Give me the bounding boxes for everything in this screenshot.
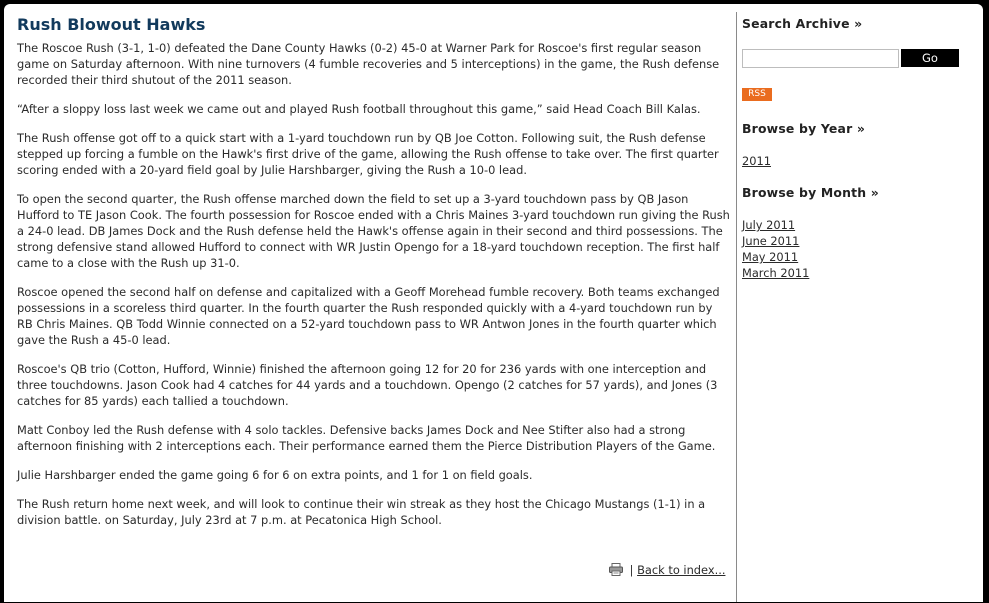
article-paragraph: “After a sloppy loss last week we came out and played Rush football throughout this game,” said Head Coach Bill Kalas.	[17, 102, 701, 116]
browse-by-year-heading: Browse by Year »	[742, 121, 866, 136]
page-frame	[4, 4, 983, 602]
article-paragraph: Matt Conboy led the Rush defense with 4 solo tackles. Defensive backs James Dock and Nee Stifter also had a strong afternoon finishing with 2 interceptions each. Their performance earned them the Pierce Distribution Players of the Game.	[17, 423, 716, 453]
printer-icon[interactable]	[609, 563, 623, 579]
article-paragraph: Roscoe's QB trio (Cotton, Hufford, Winnie) finished the afternoon going 12 for 20 for 236 yards with one interception and three touchdowns. Jason Cook had 4 catches for 44 yards and a touchdown. Opengo (2 catches for 57 yards), and Jones (3 catches for 85 yards) each tallied a touchdown.	[17, 362, 718, 408]
link-separator: |	[629, 563, 634, 577]
month-link-june-2011[interactable]: June 2011	[742, 234, 800, 248]
back-to-index-link[interactable]: Back to index...	[637, 563, 726, 577]
column-divider	[736, 12, 737, 602]
article-paragraph: The Rush offense got off to a quick start with a 1-yard touchdown run by QB Joe Cotton. Following suit, the Rush defense stepped up forcing a fumble on the Hawk's first drive of the game, allowing the Rush offense to take over. The first quarter scoring ended with a 20-yard field goal by Julie Harshbarger, giving the Rush a 10-0 lead.	[17, 131, 719, 177]
month-link-july-2011[interactable]: July 2011	[742, 218, 796, 232]
article-paragraph: Julie Harshbarger ended the game going 6 for 6 on extra points, and 1 for 1 on field goals.	[17, 468, 533, 482]
article-paragraph: To open the second quarter, the Rush offense marched down the field to set up a 3-yard touchdown pass by QB Jason Hufford to TE Jason Cook. The fourth possession for Roscoe ended with a Chris Maines 3-yard touchdown run giving the Rush a 24-0 lead. DB James Dock and the Rush defense held the Hawk's offense again in their second and third possessions. The strong defensive stand allowed Hufford to connect with WR Justin Opengo for a 18-yard touchdown reception. The first half came to a close with the Rush up 31-0.	[17, 192, 730, 270]
rss-badge[interactable]: RSS	[742, 88, 772, 101]
month-link-may-2011[interactable]: May 2011	[742, 250, 799, 264]
article-title: Rush Blowout Hawks	[17, 15, 206, 34]
go-button[interactable]: Go	[901, 49, 959, 67]
year-link-2011[interactable]: 2011	[742, 154, 771, 168]
sidebar	[742, 16, 972, 280]
article	[17, 14, 731, 541]
search-archive-heading: Search Archive »	[742, 16, 863, 31]
month-list	[742, 217, 809, 281]
browse-by-month-heading: Browse by Month »	[742, 185, 879, 200]
year-list	[742, 153, 771, 169]
month-link-march-2011[interactable]: March 2011	[742, 266, 810, 280]
article-footer	[609, 563, 733, 579]
search-input[interactable]	[742, 49, 899, 68]
article-paragraph: The Rush return home next week, and will look to continue their win streak as they host the Chicago Mustangs (1-1) in a division battle. on Saturday, July 23rd at 7 p.m. at Pecatonica High School.	[17, 497, 706, 527]
article-paragraph: Roscoe opened the second half on defense and capitalized with a Geoff Morehead fumble recovery. Both teams exchanged possessions in a scoreless third quarter. In the fourth quarter the Rush responded quickly with a 4-yard touchdown run by RB Chris Maines. QB Todd Winnie connected on a 52-yard touchdown pass to WR Antwon Jones in the fourth quarter which gave the Rush a 45-0 lead.	[17, 285, 720, 347]
article-paragraph: The Roscoe Rush (3-1, 1-0) defeated the Dane County Hawks (0-2) 45-0 at Warner Park for Roscoe's first regular season game on Saturday afternoon. With nine turnovers (4 fumble recoveries and 5 interceptions) in the game, the Rush defense recorded their third shutout of the 2011 season.	[17, 41, 720, 87]
